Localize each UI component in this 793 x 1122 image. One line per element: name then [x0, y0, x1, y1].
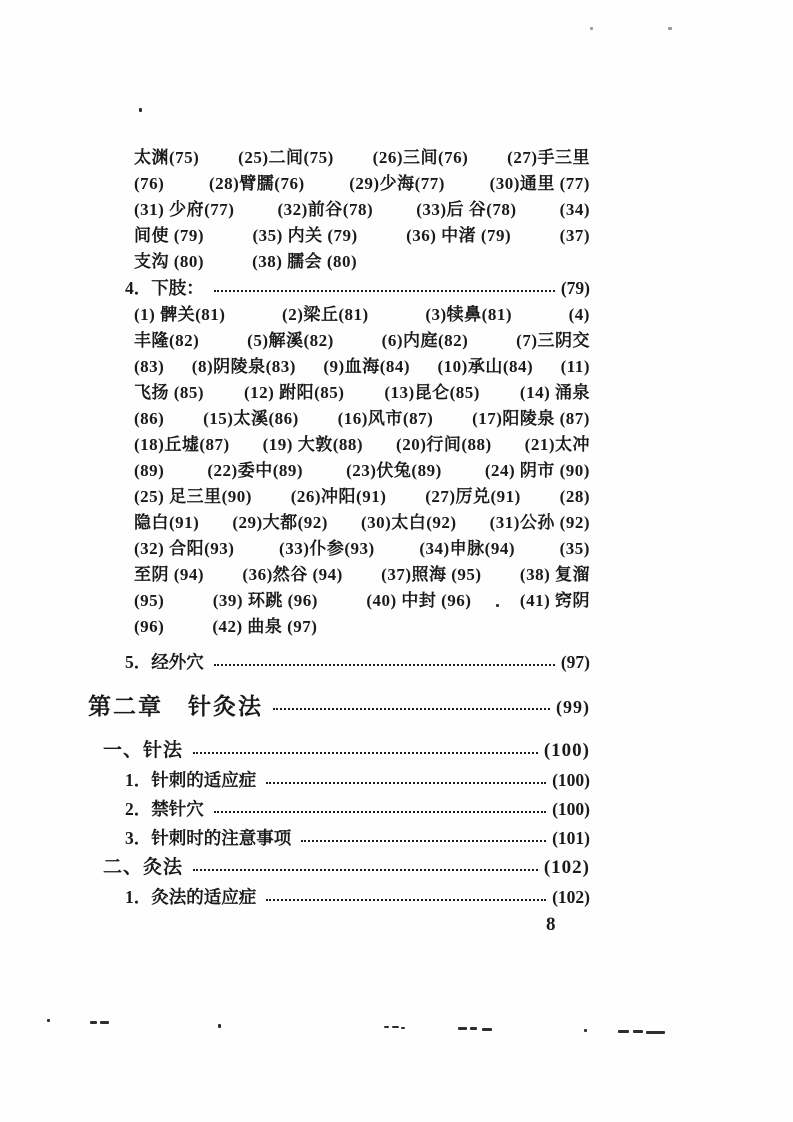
- scan-speck: [633, 1030, 643, 1033]
- acupoint-entry: (23)伏兔(89): [346, 461, 442, 480]
- dotted-leader: [266, 782, 546, 784]
- acupoint-entry: (37)照海 (95): [381, 565, 482, 584]
- acupoint-entry: (31)公孙 (92): [489, 513, 590, 532]
- toc-entry-label: 1．针刺的适应症: [125, 770, 257, 790]
- acupoint-entry: 太渊(75): [134, 148, 200, 167]
- acupoint-entry: (25) 足三里(90): [134, 487, 252, 506]
- scan-speck: [646, 1031, 665, 1034]
- toc-points-line: [134, 562, 590, 588]
- acupoint-entry: (19) 大敦(88): [262, 435, 364, 454]
- acupoint-entry: (30)通里 (77): [489, 174, 590, 193]
- acupoint-entry: (20)行间(88): [396, 435, 492, 454]
- acupoint-entry: (40) 中封 (96): [366, 591, 472, 610]
- toc-entry-l2: [125, 824, 590, 853]
- scan-speck: [384, 1026, 389, 1028]
- toc-entry-page: (101): [552, 828, 590, 848]
- toc-entry-num: [125, 275, 590, 302]
- acupoint-entry: (27)厉兑(91): [425, 487, 521, 506]
- acupoint-entry: 间使 (79): [134, 226, 205, 245]
- toc-entry-label: 3．针刺时的注意事项: [125, 828, 292, 848]
- acupoint-entry: (8)阴陵泉(83): [191, 357, 296, 376]
- scan-speck: [100, 1021, 109, 1024]
- dotted-leader: [301, 840, 546, 842]
- toc-points-line: [134, 354, 590, 380]
- toc-points-line: [134, 171, 590, 197]
- acupoint-entry: (37): [559, 226, 590, 245]
- acupoint-entry: (42) 曲泉 (97): [212, 617, 318, 636]
- acupoint-entry: (41) 窍阴: [519, 591, 590, 610]
- toc-points-line: [134, 614, 590, 640]
- toc-entry-page: (100): [552, 799, 590, 819]
- scan-speck: [139, 108, 142, 112]
- scan-speck: [590, 27, 593, 30]
- acupoint-entry: (15)太溪(86): [203, 409, 299, 428]
- acupoint-entry: (95): [134, 591, 165, 610]
- toc-points-line: [134, 302, 590, 328]
- acupoint-entry: (38) 复溜: [519, 565, 590, 584]
- toc-points-line: [134, 249, 590, 275]
- acupoint-entry: 丰隆(82): [134, 331, 200, 350]
- toc-content: [88, 145, 590, 912]
- acupoint-entry: (7)三阴交: [516, 331, 590, 350]
- toc-points-line: [134, 223, 590, 249]
- scan-speck: [470, 1027, 477, 1030]
- acupoint-entry: (3)犊鼻(81): [425, 305, 512, 324]
- acupoint-entry: (29)大都(92): [232, 513, 328, 532]
- acupoint-entry: (4): [568, 305, 590, 324]
- acupoint-entry: (28): [559, 487, 590, 506]
- scan-speck: [90, 1021, 97, 1024]
- toc-entry-label: 2．禁针穴: [125, 799, 204, 819]
- acupoint-entry: (34): [559, 200, 590, 219]
- toc-points-line: [134, 510, 590, 536]
- acupoint-entry: (18)丘墟(87): [134, 435, 230, 454]
- page-number: 8: [546, 914, 556, 935]
- toc-entry-num: [125, 649, 590, 676]
- acupoint-entry: (25)二间(75): [238, 148, 334, 167]
- toc-entry-page: (99): [556, 697, 590, 717]
- dotted-leader: [193, 869, 538, 871]
- acupoint-entry: (86): [134, 409, 165, 428]
- acupoint-entry: (24) 阴市 (90): [484, 461, 590, 480]
- scan-speck: [618, 1030, 629, 1033]
- scan-speck: [401, 1027, 405, 1029]
- acupoint-entry: (14) 涌泉: [519, 383, 590, 402]
- acupoint-entry: (29)少海(77): [349, 174, 445, 193]
- acupoint-entry: (35) 内关 (79): [252, 226, 358, 245]
- scan-speck: [392, 1026, 399, 1028]
- acupoint-entry: (16)风市(87): [337, 409, 434, 428]
- dotted-leader: [193, 752, 538, 754]
- toc-points-line: [134, 328, 590, 354]
- acupoint-entry: (36)然谷 (94): [242, 565, 343, 584]
- toc-points-line: [134, 145, 590, 171]
- toc-entry-l2: [125, 766, 590, 795]
- acupoint-entry: 至阴 (94): [134, 565, 205, 584]
- toc-points-line: [134, 536, 590, 562]
- dotted-leader: [266, 899, 546, 901]
- toc-entry-page: (102): [552, 887, 590, 907]
- scan-speck: [218, 1024, 221, 1028]
- toc-entry-page: (79): [560, 278, 590, 298]
- dotted-leader: [273, 708, 550, 710]
- acupoint-entry: (26)冲阳(91): [290, 487, 387, 506]
- acupoint-entry: (32)前谷(78): [277, 200, 374, 219]
- toc-entry-label: 4．下肢：: [125, 278, 204, 298]
- toc-entry-l2: [125, 795, 590, 824]
- acupoint-entry: (5)解溪(82): [247, 331, 334, 350]
- toc-points-line: [134, 197, 590, 223]
- acupoint-entry: (2)梁丘(81): [282, 305, 369, 324]
- acupoint-entry: (38) 臑会 (80): [252, 252, 358, 271]
- acupoint-entry: (17)阳陵泉 (87): [472, 409, 590, 428]
- acupoint-entry: (39) 环跳 (96): [212, 591, 318, 610]
- toc-entry-page: (100): [552, 770, 590, 790]
- toc-entry-label: 二、灸法: [103, 857, 184, 878]
- dotted-leader: [214, 290, 555, 292]
- acupoint-entry: (32) 合阳(93): [134, 539, 235, 558]
- dotted-leader: [214, 664, 555, 666]
- toc-entry-l1: [103, 736, 590, 766]
- toc-points-line: [134, 484, 590, 510]
- acupoint-entry: (22)委中(89): [207, 461, 304, 480]
- acupoint-entry: 隐白(91): [134, 513, 200, 532]
- toc-entry-l2: [125, 883, 590, 912]
- acupoint-entry: (21)太冲: [524, 435, 590, 454]
- acupoint-entry: (33)后 谷(78): [416, 200, 517, 219]
- scan-speck: [668, 27, 672, 30]
- acupoint-entry: (6)内庭(82): [381, 331, 469, 350]
- acupoint-entry: 飞扬 (85): [134, 383, 205, 402]
- acupoint-entry: (10)承山(84): [437, 357, 534, 376]
- toc-entry-label: 一、针法: [103, 740, 184, 761]
- toc-points-line: [134, 406, 590, 432]
- scan-speck: [482, 1028, 492, 1031]
- toc-points-line: [134, 432, 590, 458]
- acupoint-entry: 支沟 (80): [134, 252, 205, 271]
- toc-points-line: [134, 458, 590, 484]
- acupoint-entry: (83): [134, 357, 165, 376]
- acupoint-entry: (96): [134, 617, 165, 636]
- acupoint-entry: (31) 少府(77): [134, 200, 235, 219]
- acupoint-entry: (28)臂臑(76): [208, 174, 305, 193]
- toc-entry-l1: [103, 853, 590, 883]
- dotted-leader: [214, 811, 546, 813]
- acupoint-entry: (36) 中渚 (79): [406, 226, 512, 245]
- acupoint-entry: (34)申脉(94): [419, 539, 515, 558]
- scan-speck: [584, 1029, 587, 1032]
- toc-entry-chapter: [88, 689, 590, 725]
- acupoint-entry: (12) 跗阳(85): [244, 383, 345, 402]
- acupoint-entry: (13)昆仑(85): [384, 383, 480, 402]
- toc-entry-label: 5．经外穴: [125, 652, 204, 672]
- acupoint-entry: (30)太白(92): [360, 513, 457, 532]
- scan-speck: [458, 1027, 467, 1030]
- toc-blocks: [88, 145, 590, 912]
- toc-entry-page: (97): [560, 652, 590, 672]
- acupoint-entry: (33)仆参(93): [279, 539, 375, 558]
- acupoint-entry: (27)手三里: [507, 148, 590, 167]
- acupoint-entry: (26)三间(76): [372, 148, 469, 167]
- acupoint-entry: (11): [560, 357, 590, 376]
- acupoint-entry: (9)血海(84): [323, 357, 411, 376]
- scan-speck: [47, 1019, 50, 1022]
- acupoint-entry: (76): [134, 174, 165, 193]
- acupoint-entry: (1) 髀关(81): [134, 305, 226, 324]
- toc-points-line: [134, 380, 590, 406]
- toc-entry-label: 第二章 针灸法: [88, 694, 263, 719]
- acupoint-entry: (35): [559, 539, 590, 558]
- acupoint-entry: (89): [134, 461, 165, 480]
- toc-entry-page: (100): [543, 740, 590, 761]
- toc-entry-page: (102): [543, 857, 590, 878]
- toc-entry-label: 1．灸法的适应症: [125, 887, 257, 907]
- toc-points-line: [134, 588, 590, 614]
